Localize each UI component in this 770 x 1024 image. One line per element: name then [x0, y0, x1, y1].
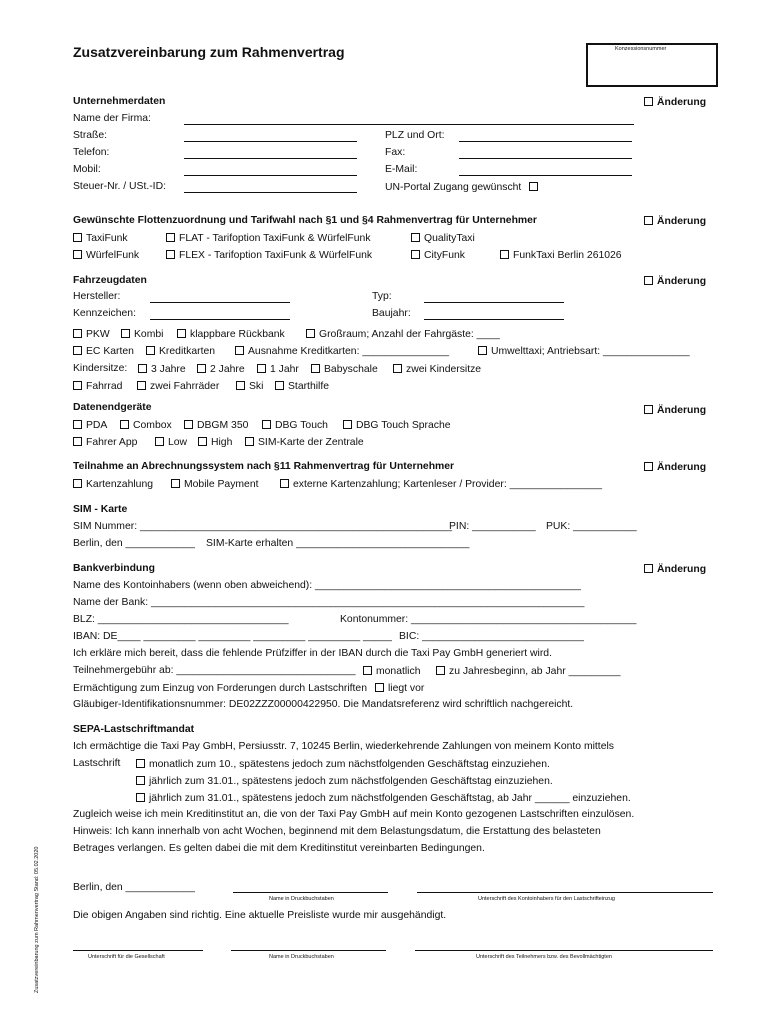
billing-option[interactable]: Kartenzahlung	[73, 479, 153, 490]
email-label: E-Mail:	[385, 164, 418, 175]
vehicle-option[interactable]: PKW	[73, 329, 110, 340]
plate-label: Kennzeichen:	[73, 308, 136, 319]
zip-label: PLZ und Ort:	[385, 130, 445, 141]
checkbox-icon	[411, 233, 420, 242]
child-seat-option[interactable]: 1 Jahr	[257, 364, 299, 375]
payment-option[interactable]: EC Karten	[73, 346, 134, 357]
checkbox-icon	[137, 381, 146, 390]
plate-field[interactable]	[150, 319, 290, 320]
device-option[interactable]: DBG Touch Sprache	[343, 420, 451, 431]
fleet-heading: Gewünschte Flottenzuordnung und Tarifwahl nach §1 und §4 Rahmenvertrag für Unternehmer	[73, 215, 537, 226]
fax-label: Fax:	[385, 147, 406, 158]
change-checkbox-devices[interactable]: Änderung	[644, 405, 706, 416]
checkbox-icon	[73, 250, 82, 259]
checkbox-icon	[171, 479, 180, 488]
sepa-option-yearly[interactable]: jährlich zum 31.01., spätestens jedoch zum nächstfolgenden Geschäftstag einzuziehen.	[136, 776, 553, 787]
checkbox-icon	[155, 437, 164, 446]
vehicle-option[interactable]: Großraum; Anzahl der Fahrgäste: ____	[306, 329, 500, 340]
device-option[interactable]: High	[198, 437, 232, 448]
sim-received-field[interactable]: SIM-Karte erhalten ______________________________	[206, 538, 470, 549]
sim-number-field[interactable]: SIM Nummer: ______________________________________________________	[73, 521, 453, 532]
mobile-label: Mobil:	[73, 164, 101, 175]
vehicle-option[interactable]: Kombi	[121, 329, 163, 340]
blz-field[interactable]: BLZ: _________________________________	[73, 614, 289, 625]
pin-field[interactable]: PIN: ___________	[449, 521, 536, 532]
fee-field[interactable]: Teilnehmergebühr ab: _______________________________	[73, 665, 356, 676]
billing-heading: Teilnahme an Abrechnungssystem nach §11 Rahmenvertrag für Unternehmer	[73, 461, 455, 472]
child-seat-option[interactable]: zwei Kindersitze	[393, 364, 481, 375]
sepa-text: Zugleich weise ich mein Kreditinstitut an, die von der Taxi Pay GmbH auf mein Konto gezogenen Lastschriften einzulösen.	[73, 809, 635, 820]
sepa-text: Hinweis: Ich kann innerhalb von acht Wochen, beginnend mit dem Belastungsdatum, die Erstattung des belasteten	[73, 826, 601, 837]
checkbox-icon	[73, 329, 82, 338]
device-option[interactable]: Combox	[120, 420, 172, 431]
street-label: Straße:	[73, 130, 108, 141]
transport-option[interactable]: Ski	[236, 381, 263, 392]
device-option[interactable]: DBG Touch	[262, 420, 328, 431]
sepa-text: Betrages verlangen. Es gelten dabei die mit dem Kreditinstitut vereinbarten Bedingungen.	[73, 843, 485, 854]
device-option[interactable]: Fahrer App	[73, 437, 137, 448]
transport-option[interactable]: Starthilfe	[275, 381, 329, 392]
device-option[interactable]: PDA	[73, 420, 107, 431]
checkbox-icon	[73, 479, 82, 488]
checkbox-icon	[166, 233, 175, 242]
checkbox-icon	[73, 381, 82, 390]
checkbox-icon	[73, 233, 82, 242]
billing-option[interactable]: Mobile Payment	[171, 479, 259, 490]
change-checkbox-billing[interactable]: Änderung	[644, 462, 706, 473]
member-signature-caption: Unterschrift des Teilnehmers bzw. des Bevollmächtigten	[476, 954, 612, 960]
fee-yearly-option[interactable]: zu Jahresbeginn, ab Jahr _________	[436, 666, 621, 677]
fleet-option[interactable]: FunkTaxi Berlin 261026	[500, 250, 622, 261]
account-number-field[interactable]: Kontonummer: _______________________________________	[340, 614, 637, 625]
change-checkbox-bank[interactable]: Änderung	[644, 564, 706, 575]
checkbox-icon	[236, 381, 245, 390]
checkbox-icon	[478, 346, 487, 355]
checkbox-icon	[73, 346, 82, 355]
checkbox-icon	[436, 666, 445, 675]
street-field[interactable]	[184, 141, 357, 142]
confirmation-text: Die obigen Angaben sind richtig. Eine aktuelle Preisliste wurde mir ausgehändigt.	[73, 910, 447, 921]
child-seat-label: Kindersitze:	[73, 363, 128, 374]
phone-label: Telefon:	[73, 147, 110, 158]
checkbox-icon	[184, 420, 193, 429]
company-heading: Unternehmerdaten	[73, 96, 166, 107]
concession-label: Konzessionsnummer	[615, 46, 667, 52]
vehicle-heading: Fahrzeugdaten	[73, 275, 147, 286]
iban-declaration: Ich erkläre mich bereit, dass die fehlende Prüfziffer in der IBAN durch die Taxi Pay GmbH generiert wird.	[73, 648, 552, 659]
checkbox-icon	[500, 250, 509, 259]
type-label: Typ:	[372, 291, 392, 302]
change-checkbox-vehicle[interactable]: Änderung	[644, 276, 706, 287]
checkbox-icon	[644, 216, 653, 225]
checkbox-icon	[197, 364, 206, 373]
sim-date-field[interactable]: Berlin, den ____________	[73, 538, 195, 549]
maker-field[interactable]	[150, 302, 290, 303]
year-label: Baujahr:	[372, 308, 411, 319]
payment-option[interactable]: Umwelttaxi; Antriebsart: _______________	[478, 346, 690, 357]
sepa-option-yearly-from[interactable]: jährlich zum 31.01., spätestens jedoch zum nächstfolgenden Geschäftstag, ab Jahr ______ einzuziehen.	[136, 793, 631, 804]
fleet-option[interactable]: FLEX - Tarifoption TaxiFunk & WürfelFunk	[166, 250, 372, 261]
checkbox-icon	[644, 462, 653, 471]
side-note: Zusatzvereinbarung zum Rahmenvertrag Stand: 05.02.2020	[34, 846, 40, 993]
fee-monthly-option[interactable]: monatlich	[363, 666, 420, 677]
checkbox-icon	[375, 683, 384, 692]
billing-option[interactable]: externe Kartenzahlung; Kartenleser / Provider: ________________	[280, 479, 602, 490]
sepa-lastschrift-label: Lastschrift	[73, 758, 121, 769]
checkbox-icon	[644, 97, 653, 106]
sepa-option-monthly[interactable]: monatlich zum 10., spätestens jedoch zum nächstfolgenden Geschäftstag einzuziehen.	[136, 759, 550, 770]
checkbox-icon	[121, 329, 130, 338]
sim-heading: SIM - Karte	[73, 504, 128, 515]
checkbox-icon	[644, 405, 653, 414]
checkbox-icon	[136, 776, 145, 785]
tax-field[interactable]	[184, 192, 357, 193]
checkbox-icon	[529, 182, 538, 191]
child-seat-option[interactable]: Babyschale	[311, 364, 378, 375]
checkbox-icon	[280, 479, 289, 488]
checkbox-icon	[306, 329, 315, 338]
child-seat-option[interactable]: 3 Jahre	[138, 364, 186, 375]
checkbox-icon	[138, 364, 147, 373]
fax-field[interactable]	[459, 158, 632, 159]
fleet-option[interactable]: WürfelFunk	[73, 250, 139, 261]
print-name-line[interactable]	[233, 892, 388, 893]
signature-date-field[interactable]: Berlin, den ____________	[73, 882, 195, 893]
company-signature-line[interactable]	[73, 950, 203, 951]
payment-option[interactable]: Kreditkarten	[146, 346, 215, 357]
fleet-option[interactable]: CityFunk	[411, 250, 465, 261]
change-checkbox-fleet[interactable]: Änderung	[644, 216, 706, 227]
company-name-field[interactable]	[184, 124, 634, 125]
checkbox-icon	[343, 420, 352, 429]
checkbox-icon	[311, 364, 320, 373]
vehicle-option[interactable]: klappbare Rückbank	[177, 329, 285, 340]
checkbox-icon	[146, 346, 155, 355]
sepa-text: Ich ermächtige die Taxi Pay GmbH, Persiusstr. 7, 10245 Berlin, wiederkehrende Zahlungen von meinem Konto mittels	[73, 741, 614, 752]
checkbox-icon	[363, 666, 372, 675]
maker-label: Hersteller:	[73, 291, 121, 302]
creditor-id: Gläubiger-Identifikationsnummer: DE02ZZZ00000422950. Die Mandatsreferenz wird schriftlich nachgereicht.	[73, 699, 574, 710]
zip-field[interactable]	[459, 141, 632, 142]
owner-signature-caption: Unterschrift des Kontoinhabers für den Lastschrifteinzug	[478, 896, 615, 902]
checkbox-icon	[166, 250, 175, 259]
checkbox-icon	[275, 381, 284, 390]
change-checkbox-company[interactable]: Änderung	[644, 97, 706, 108]
checkbox-icon	[73, 420, 82, 429]
iban-field[interactable]: IBAN: DE____ _________ _________ _________ _________ _____	[73, 631, 392, 642]
bic-field[interactable]: BIC: ____________________________	[399, 631, 584, 642]
bank-name-field[interactable]: Name der Bank: ___________________________________________________________________________	[73, 597, 585, 608]
device-option[interactable]: DBGM 350	[184, 420, 248, 431]
print-name-line-2[interactable]	[231, 950, 386, 951]
type-field[interactable]	[424, 302, 564, 303]
checkbox-icon	[235, 346, 244, 355]
year-field[interactable]	[424, 319, 564, 320]
checkbox-icon	[245, 437, 254, 446]
checkbox-icon	[136, 793, 145, 802]
member-signature-line[interactable]	[415, 950, 713, 951]
company-signature-caption: Unterschrift für die Gesellschaft	[88, 954, 165, 960]
concession-number-field[interactable]	[586, 43, 718, 87]
device-option[interactable]: Low	[155, 437, 187, 448]
page-title: Zusatzvereinbarung zum Rahmenvertrag	[73, 44, 345, 60]
payment-option[interactable]: Ausnahme Kreditkarten: _______________	[235, 346, 449, 357]
name-caption-2: Name in Druckbuchstaben	[269, 954, 334, 960]
fleet-option[interactable]: QualityTaxi	[411, 233, 475, 244]
checkbox-icon	[411, 250, 420, 259]
checkbox-icon	[393, 364, 402, 373]
child-seat-option[interactable]: 2 Jahre	[197, 364, 245, 375]
company-name-label: Name der Firma:	[73, 113, 151, 124]
transport-option[interactable]: Fahrrad	[73, 381, 122, 392]
fleet-option[interactable]: FLAT - Tarifoption TaxiFunk & WürfelFunk	[166, 233, 371, 244]
checkbox-icon	[198, 437, 207, 446]
owner-signature-line[interactable]	[417, 892, 713, 893]
tax-label: Steuer-Nr. / USt.-ID:	[73, 181, 166, 192]
checkbox-icon	[136, 759, 145, 768]
devices-heading: Datenendgeräte	[73, 402, 152, 413]
name-caption: Name in Druckbuchstaben	[269, 896, 334, 902]
checkbox-icon	[257, 364, 266, 373]
checkbox-icon	[644, 564, 653, 573]
mobile-field[interactable]	[184, 175, 357, 176]
account-owner-field[interactable]: Name des Kontoinhabers (wenn oben abweichend): ______________________________________________	[73, 580, 581, 591]
checkbox-icon	[644, 276, 653, 285]
puk-field[interactable]: PUK: ___________	[546, 521, 637, 532]
checkbox-icon	[177, 329, 186, 338]
phone-field[interactable]	[184, 158, 357, 159]
portal-checkbox[interactable]: UN-Portal Zugang gewünscht	[385, 182, 542, 193]
device-option[interactable]: SIM-Karte der Zentrale	[245, 437, 364, 448]
checkbox-icon	[120, 420, 129, 429]
bank-heading: Bankverbindung	[73, 563, 155, 574]
checkbox-icon	[73, 437, 82, 446]
transport-option[interactable]: zwei Fahrräder	[137, 381, 219, 392]
sepa-heading: SEPA-Lastschriftmandat	[73, 724, 195, 735]
fleet-option[interactable]: TaxiFunk	[73, 233, 128, 244]
checkbox-icon	[262, 420, 271, 429]
direct-debit-authorization[interactable]: Ermächtigung zum Einzug von Forderungen durch Lastschriften liegt vor	[73, 683, 425, 694]
email-field[interactable]	[459, 175, 632, 176]
